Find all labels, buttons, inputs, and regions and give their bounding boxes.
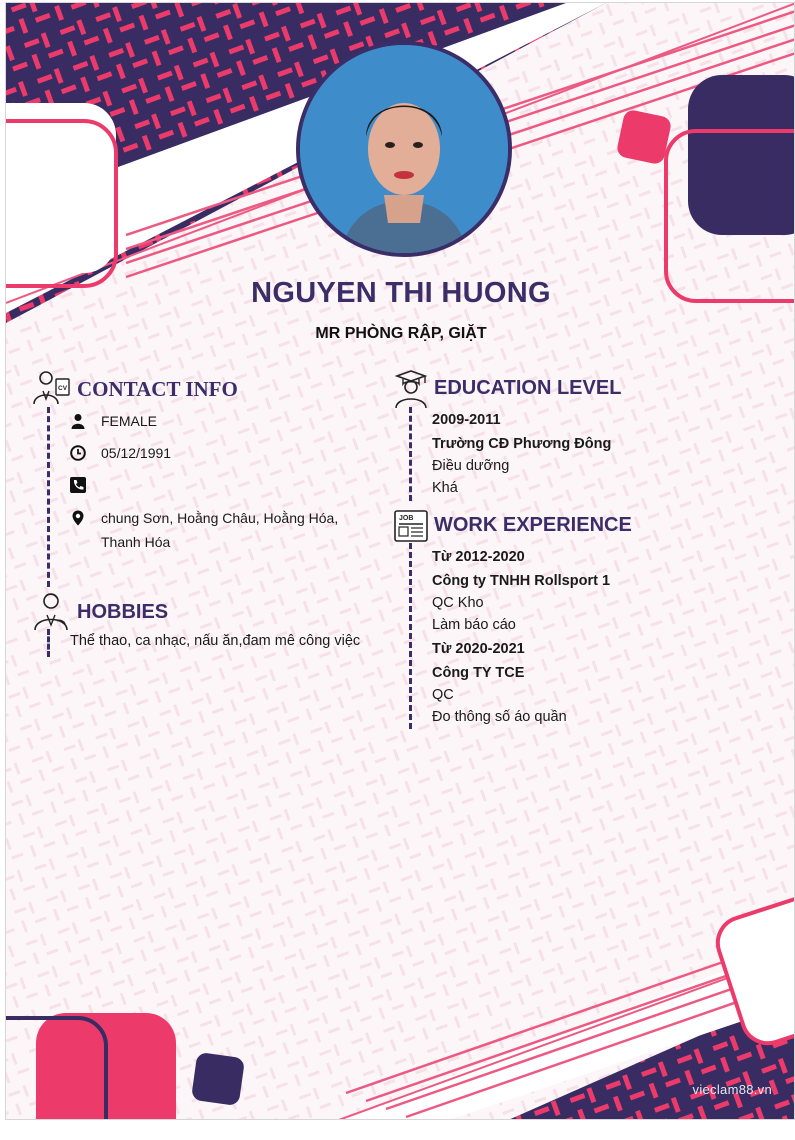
contact-address — [101, 506, 363, 554]
hobbies-person-icon — [31, 591, 71, 631]
work-timeline — [409, 543, 412, 729]
job-2-role: QC — [432, 687, 454, 703]
candidate-name: NGUYEN THI HUONG — [251, 277, 551, 309]
work-title: WORK EXPERIENCE — [434, 514, 632, 536]
phone-icon — [70, 477, 86, 493]
job-newspaper-icon — [393, 509, 429, 543]
job-1-role: QC Kho — [432, 595, 484, 611]
cv-page — [5, 2, 795, 1120]
education-period: 2009-2011 — [432, 412, 501, 428]
hobbies-text: Thể thao, ca nhạc, nấu ăn,đam mê công việc — [70, 633, 361, 649]
person-icon — [70, 413, 86, 429]
education-title: EDUCATION LEVEL — [434, 377, 622, 399]
location-pin-icon — [70, 510, 86, 526]
education-major: Điều dưỡng — [432, 458, 510, 474]
contact-birthday: 05/12/1991 — [101, 445, 172, 461]
contact-gender: FEMALE — [101, 413, 158, 429]
desired-position: MR PHÒNG RẬP, GIẶT — [315, 325, 487, 342]
svg-text:JOB: JOB — [399, 515, 414, 522]
job-2-detail: Đo thông số áo quần — [432, 709, 567, 725]
svg-text:CV: CV — [58, 385, 68, 392]
education-school: Trường CĐ Phương Đông — [432, 436, 612, 452]
contact-address-line1: chung Sơn, Hoằng Châu, Hoằng Hóa, — [101, 510, 339, 526]
clock-icon — [70, 445, 86, 461]
contact-cv-icon — [31, 369, 71, 405]
avatar-person-icon — [300, 45, 508, 253]
contact-info-title: CONTACT INFO — [77, 377, 238, 401]
site-watermark: vieclam88.vn — [692, 1082, 772, 1097]
job-2-company: Công TY TCE — [432, 665, 525, 681]
education-grade: Khá — [432, 480, 458, 496]
hobbies-timeline — [47, 629, 50, 657]
education-timeline — [409, 407, 412, 501]
contact-timeline — [47, 407, 50, 587]
job-1-period: Từ 2012-2020 — [432, 549, 525, 565]
job-2-period: Từ 2020-2021 — [432, 641, 525, 657]
profile-photo — [296, 41, 512, 257]
graduation-icon — [393, 369, 429, 409]
job-1-detail: Làm báo cáo — [432, 617, 516, 633]
hobbies-title: HOBBIES — [77, 601, 169, 623]
job-1-company: Công ty TNHH Rollsport 1 — [432, 573, 611, 589]
contact-address-line2: Thanh Hóa — [101, 534, 171, 550]
